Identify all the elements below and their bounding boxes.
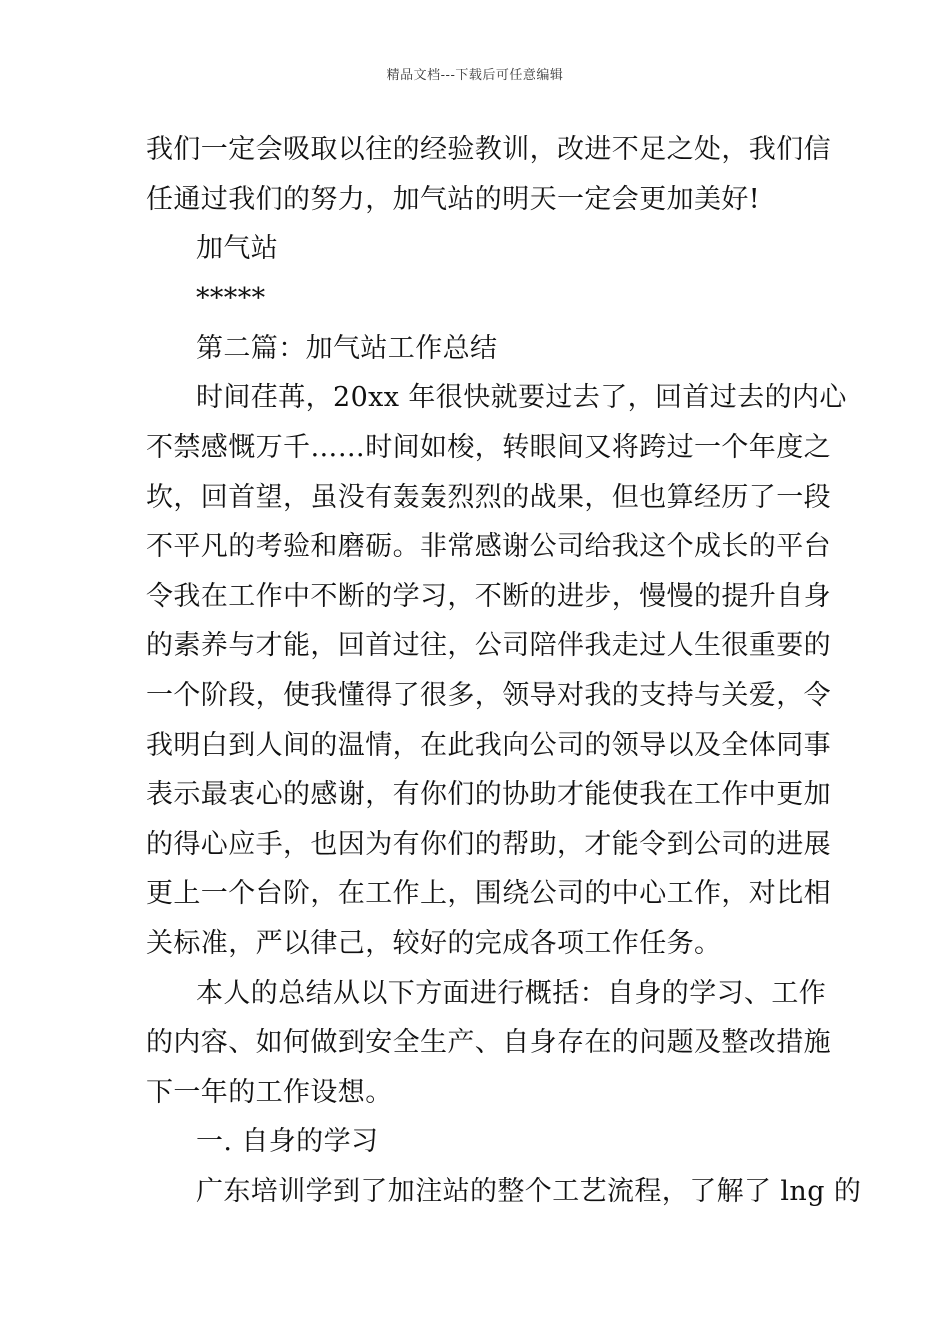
text-line: 的素养与才能，回首过往，公司陪伴我走过人生很重要的 (146, 630, 831, 661)
text-line: 本人的总结从以下方面进行概括：自身的学习、工作 (196, 978, 827, 1009)
text-line: 时间荏苒，20xx 年很快就要过去了，回首过去的内心 (196, 382, 847, 413)
text-line: 一个阶段，使我懂得了很多，领导对我的支持与关爱，令 (146, 680, 831, 711)
text-line: 任通过我们的努力，加气站的明天一定会更加美好! (146, 184, 761, 215)
text-line: 广东培训学到了加注站的整个工艺流程，了解了 lng 的 (196, 1176, 862, 1207)
text-line: 表示最衷心的感谢，有你们的协助才能使我在工作中更加 (146, 779, 831, 810)
text-line: 的得心应手，也因为有你们的帮助，才能令到公司的进展 (146, 829, 831, 860)
text-line: 的内容、如何做到安全生产、自身存在的问题及整改措施 (146, 1027, 831, 1058)
text-line: 我们一定会吸取以往的经验教训，改进不足之处，我们信 (146, 134, 831, 165)
text-line: 关标准，严以律己，较好的完成各项工作任务。 (146, 928, 722, 959)
text-line: 下一年的工作设想。 (146, 1077, 393, 1108)
text-line: 不禁感慨万千……时间如梭，转眼间又将跨过一个年度之 (146, 432, 831, 463)
text-line: 更上一个台阶，在工作上，围绕公司的中心工作，对比相 (146, 878, 831, 909)
page-header: 精品文档---下载后可任意编辑 (386, 68, 564, 83)
text-line: ***** (196, 283, 266, 314)
text-line: 不平凡的考验和磨砺。非常感谢公司给我这个成长的平台 (146, 531, 831, 562)
section-title: 第二篇：加气站工作总结 (196, 333, 498, 364)
text-line: 加气站 (196, 233, 279, 264)
text-line: 我明白到人间的温情，在此我向公司的领导以及全体同事 (146, 730, 831, 761)
text-line: 坎，回首望，虽没有轰轰烈烈的战果，但也算经历了一段 (146, 482, 831, 513)
text-line: 令我在工作中不断的学习，不断的进步，慢慢的提升自身 (146, 581, 831, 612)
subsection-title: 一. 自身的学习 (196, 1126, 379, 1157)
